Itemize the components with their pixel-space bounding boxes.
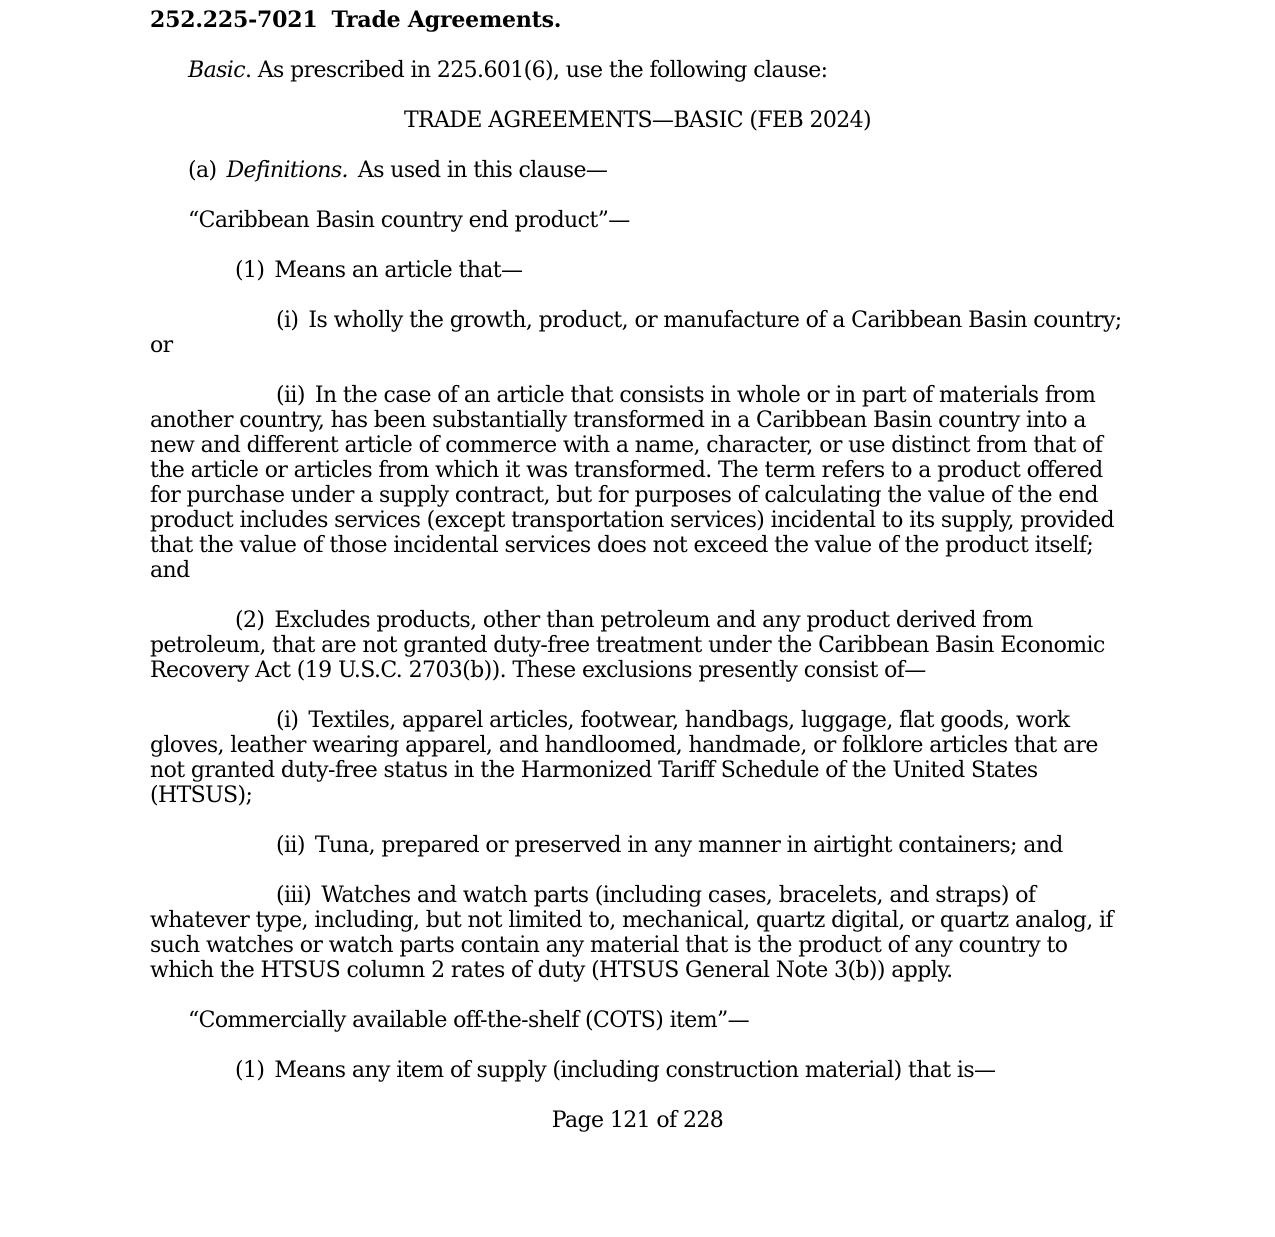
- cots-paragraph-1-label: (1): [235, 1058, 265, 1083]
- paragraph-a-text: As used in this clause—: [357, 158, 608, 183]
- paragraph-a: [150, 158, 1125, 183]
- caribbean-paragraph-2-i: [150, 708, 1125, 808]
- caribbean-paragraph-1-label: (1): [235, 258, 265, 283]
- caribbean-paragraph-1-ii-text: In the case of an article that consists in whole or in part of materials from another country, has been substantially transformed in a Caribbean Basin country into a new and different article of commerce with a name, character, or use distinct from that of the article or articles from which it was transformed. The term refers to a product offered for purchase under a supply contract, but for purposes of calculating the value of the end product includes services (except transportation services) incidental to its supply, provided that the value of those incidental services does not exceed the value of the product itself; and: [150, 383, 1114, 583]
- caribbean-paragraph-2-ii: [150, 833, 1125, 858]
- caribbean-paragraph-1-i-text: Is wholly the growth, product, or manufacture of a Caribbean Basin country; or: [150, 308, 1122, 358]
- document-body: [150, 8, 1125, 1108]
- caribbean-paragraph-1-i: [150, 308, 1125, 358]
- caribbean-paragraph-2-iii-text: Watches and watch parts (including cases, bracelets, and straps) of whatever type, including, but not limited to, mechanical, quartz digital, or quartz analog, if such watches or watch parts contain any material that is the product of any country to which the HTSUS column 2 rates of duty (HTSUS General Note 3(b)) apply.: [150, 883, 1113, 983]
- cots-paragraph-1-text: Means any item of supply (including construction material) that is—: [274, 1058, 996, 1083]
- caribbean-paragraph-2-ii-label: (ii): [276, 833, 305, 858]
- caribbean-paragraph-2: [150, 608, 1125, 683]
- page-number-footer: Page 121 of 228: [551, 1108, 724, 1133]
- caribbean-paragraph-2-label: (2): [235, 608, 265, 633]
- intro-label: Basic: [188, 58, 245, 83]
- caribbean-paragraph-2-iii: [150, 883, 1125, 983]
- caribbean-paragraph-1-ii-label: (ii): [276, 383, 305, 408]
- caribbean-paragraph-2-text: Excludes products, other than petroleum and any product derived from petroleum, that are not granted duty-free treatment under the Caribbean Basin Economic Recovery Act (19 U.S.C. 2703(b)). These exclusions presently consist of—: [150, 608, 1105, 683]
- intro-paragraph: [150, 58, 1125, 83]
- caribbean-paragraph-2-i-text: Textiles, apparel articles, footwear, handbags, luggage, flat goods, work gloves, leather wearing apparel, and handloomed, handmade, or folklore articles that are not granted duty-free status in the Harmonized Tariff Schedule of the United States (HTSUS);: [150, 708, 1098, 808]
- caribbean-paragraph-1-i-label: (i): [276, 308, 299, 333]
- paragraph-a-label: (a): [188, 158, 217, 183]
- caribbean-paragraph-1-text: Means an article that—: [274, 258, 523, 283]
- section-title: Trade Agreements.: [331, 7, 562, 33]
- caribbean-paragraph-2-iii-label: (iii): [276, 883, 312, 908]
- intro-text: . As prescribed in 225.601(6), use the following clause:: [244, 58, 828, 83]
- cots-paragraph-1: [150, 1058, 1125, 1083]
- caribbean-paragraph-1-ii: [150, 383, 1125, 583]
- clause-title: TRADE AGREEMENTS—BASIC (FEB 2024): [403, 108, 872, 133]
- paragraph-a-title: Definitions.: [226, 158, 348, 183]
- definition-term-caribbean: “Caribbean Basin country end product”—: [188, 208, 630, 233]
- section-heading: [150, 8, 1125, 33]
- caribbean-paragraph-1: [150, 258, 1125, 283]
- caribbean-paragraph-2-ii-text: Tuna, prepared or preserved in any manner in airtight containers; and: [314, 833, 1063, 858]
- section-number: 252.225-7021: [150, 7, 318, 33]
- caribbean-paragraph-2-i-label: (i): [276, 708, 299, 733]
- definition-term-cots: “Commercially available off-the-shelf (COTS) item”—: [188, 1008, 750, 1033]
